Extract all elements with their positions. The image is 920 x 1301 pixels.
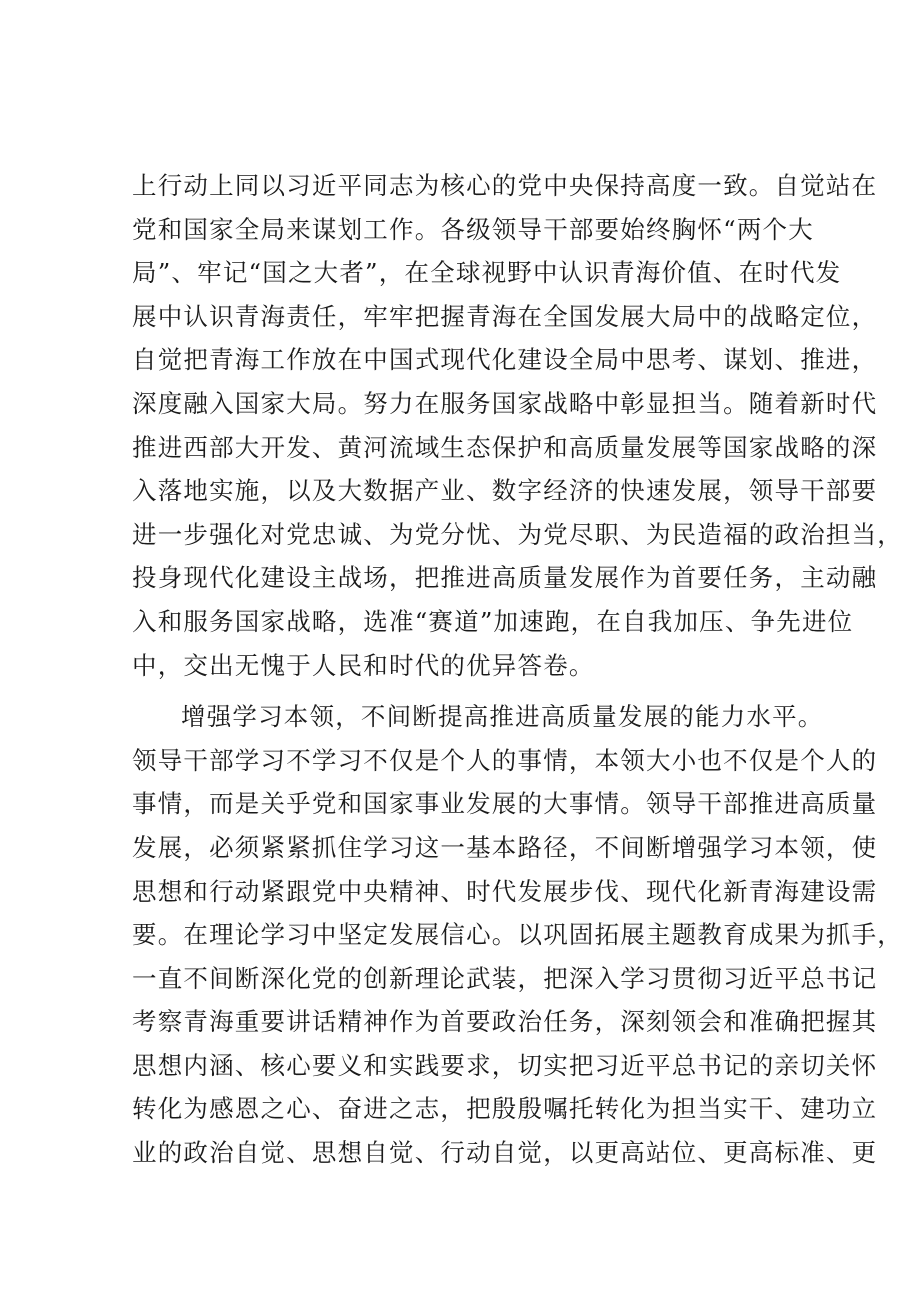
- text-line: 深度融入国家大局。努力在服务国家战略中彰显担当。随着新时代: [132, 388, 878, 418]
- text-line: 一直不间断深化党的创新理论武装，把深入学习贯彻习近平总书记: [132, 963, 878, 993]
- text-line: 局”、牢记“国之大者”，在全球视野中认识青海价值、在时代发: [132, 258, 842, 288]
- text-line: 入落地实施，以及大数据产业、数字经济的快速发展，领导干部要: [132, 476, 878, 506]
- text-line: 发展，必须紧紧抓住学习这一基本路径，不间断增强学习本领，使: [132, 832, 878, 862]
- text-line: 上行动上同以习近平同志为核心的党中央保持高度一致。自觉站在: [132, 171, 878, 200]
- text-line: 展中认识青海责任，牢牢把握青海在全国发展大局中的战略定位，: [132, 301, 878, 331]
- text-line: 党和国家全局来谋划工作。各级领导干部要始终胸怀“两个大: [132, 214, 814, 244]
- text-line: 要。在理论学习中坚定发展信心。以巩固拓展主题教育成果为抓手，: [132, 920, 903, 950]
- text-line: 领导干部学习不学习不仅是个人的事情，本领大小也不仅是个人的: [132, 745, 878, 775]
- paragraph-heading: 增强学习本领，不间断提高推进高质量发展的能力水平。: [181, 702, 824, 732]
- text-line: 入和服务国家战略，选准“赛道”加速跑，在自我加压、争先进位: [132, 606, 854, 636]
- text-line: 中，交出无愧于人民和时代的优异答卷。: [132, 650, 595, 680]
- text-line: 进一步强化对党忠诚、为党分忧、为党尽职、为民造福的政治担当，: [132, 519, 903, 549]
- text-line: 思想内涵、核心要义和实践要求，切实把习近平总书记的亲切关怀: [132, 1050, 878, 1080]
- paragraph-gap: [132, 687, 798, 695]
- body-text: [132, 164, 903, 1175]
- text-line: 思想和行动紧跟党中央精神、时代发展步伐、现代化新青海建设需: [132, 876, 878, 906]
- text-line: 事情，而是关乎党和国家事业发展的大事情。领导干部推进高质量: [132, 789, 878, 819]
- paragraph-2: [132, 695, 903, 1175]
- text-line: 考察青海重要讲话精神作为首要政治任务，深刻领会和准确把握其: [132, 1007, 878, 1037]
- text-line: 自觉把青海工作放在中国式现代化建设全局中思考、谋划、推进，: [132, 345, 878, 375]
- text-line: 业的政治自觉、思想自觉、行动自觉，以更高站位、更高标准、更: [132, 1138, 878, 1168]
- text-line: 推进西部大开发、黄河流域生态保护和高质量发展等国家战略的深: [132, 432, 878, 462]
- text-line: 投身现代化建设主战场，把推进高质量发展作为首要任务，主动融: [132, 563, 878, 593]
- text-line: 转化为感恩之心、奋进之志，把殷殷嘱托转化为担当实干、建功立: [132, 1094, 878, 1124]
- paragraph-1: [132, 164, 903, 687]
